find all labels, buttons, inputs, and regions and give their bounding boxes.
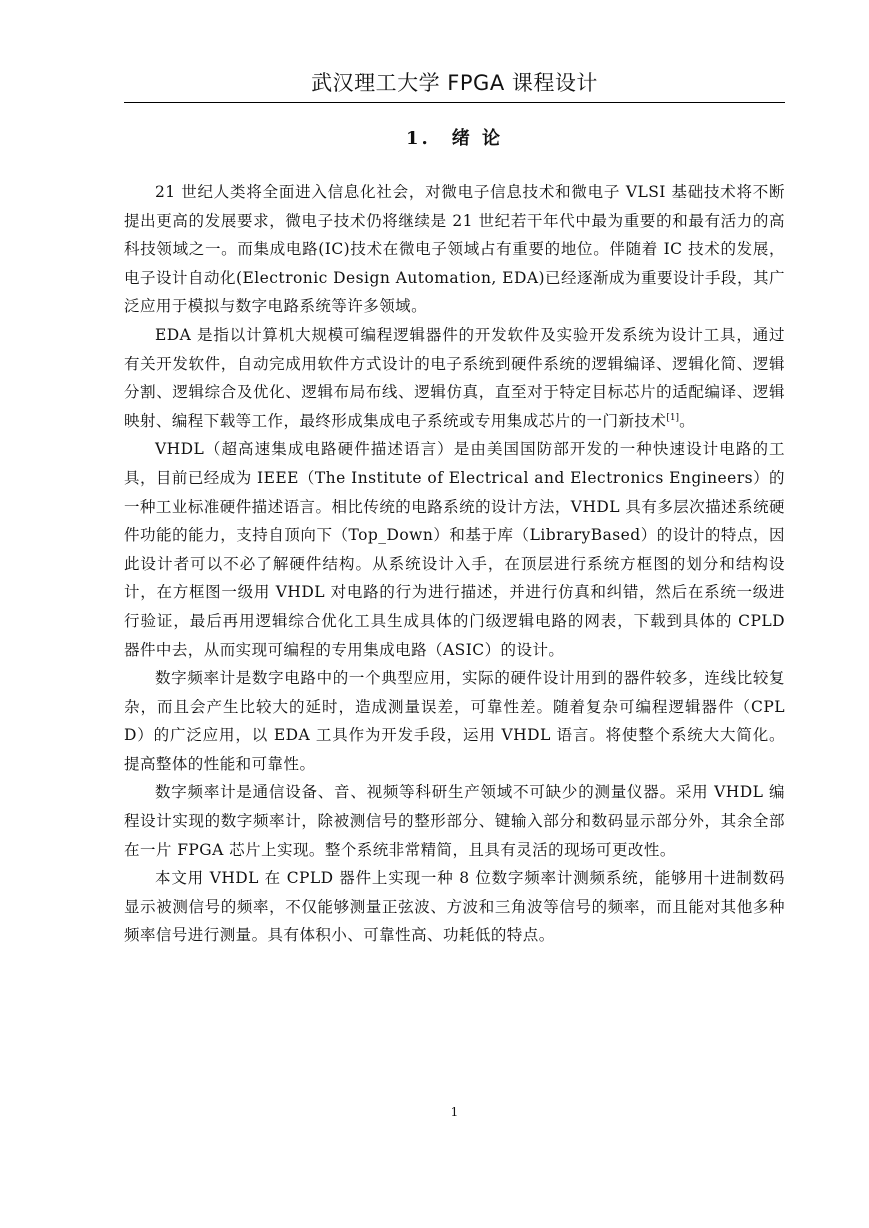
header-divider bbox=[124, 102, 785, 103]
paragraph-text: 数字频率计是数字电路中的一个典型应用，实际的硬件设计用到的器件较多，连线比较复杂，而且会产生比较大的延时，造成测量误差，可靠性差。随着复杂可编程逻辑器件（CPLD）的广泛应用，以 EDA 工具作为开发手段，运用 VHDL 语言。将使整个系统大大简化。提高整体的性能和可靠性。 bbox=[124, 669, 785, 773]
citation-marker: [1] bbox=[666, 412, 680, 423]
paragraph-text: VHDL（超高速集成电路硬件描述语言）是由美国国防部开发的一种快速设计电路的工具，目前已经成为 IEEE（The Institute of Electrical and Electronics Engineers）的一种工业标准硬件描述语言。相比传统的电路系统的设计方法，VHDL 具有多层次描述系统硬件功能的能力，支持自顶向下（Top_Down）和基于库（LibraryBased）的设计的特点，因此设计者可以不必了解硬件结构。从系统设计入手，在顶层进行系统方框图的划分和结构设计，在方框图一级用 VHDL 对电路的行为进行描述，并进行仿真和纠错，然后在系统一级进行验证，最后再用逻辑综合优化工具生成具体的门级逻辑电路的网表，下载到具体的 CPLD 器件中去，从而实现可编程的专用集成电路（ASIC）的设计。 bbox=[124, 440, 785, 659]
page-header-title: 武汉理工大学 FPGA 课程设计 bbox=[311, 71, 598, 95]
paragraph-measurement-instrument bbox=[124, 778, 785, 864]
paragraph-text-tail: 。 bbox=[679, 411, 696, 430]
paragraph-vhdl bbox=[124, 435, 785, 664]
paragraph-text: 数字频率计是通信设备、音、视频等科研生产领域不可缺少的测量仪器。采用 VHDL 编程设计实现的数字频率计，除被测信号的整形部分、键输入部分和数码显示部分外，其余全部在一片 FPGA 芯片上实现。整个系统非常精简，且具有灵活的现场可更改性。 bbox=[124, 783, 785, 859]
paragraph-intro bbox=[124, 178, 785, 321]
paragraph-text: 21 世纪人类将全面进入信息化社会，对微电子信息技术和微电子 VLSI 基础技术将不断提出更高的发展要求，微电子技术仍将继续是 21 世纪若干年代中最为重要的和最有活力的高科技领域之一。而集成电路(IC)技术在微电子领域占有重要的地位。伴随着 IC 技术的发展，电子设计自动化(Electronic Design Automation, EDA)已经逐渐成为重要设计手段，其广泛应用于模拟与数字电路系统等许多领域。 bbox=[124, 183, 785, 316]
paragraph-this-paper bbox=[124, 864, 785, 950]
body-text bbox=[124, 178, 785, 950]
paragraph-eda bbox=[124, 321, 785, 435]
chapter-title: 1. 绪 论 bbox=[405, 128, 504, 149]
paragraph-text: EDA 是指以计算机大规模可编程逻辑器件的开发软件及实验开发系统为设计工具，通过有关开发软件，自动完成用软件方式设计的电子系统到硬件系统的逻辑编译、逻辑化简、逻辑分割、逻辑综合及优化、逻辑布局布线、逻辑仿真，直至对于特定目标芯片的适配编译、逻辑映射、编程下载等工作，最终形成集成电子系统或专用集成芯片的一门新技术 bbox=[124, 325, 785, 430]
page-number: 1 bbox=[450, 1105, 459, 1119]
paragraph-text: 本文用 VHDL 在 CPLD 器件上实现一种 8 位数字频率计测频系统，能够用十进制数码显示被测信号的频率，不仅能够测量正弦波、方波和三角波等信号的频率，而且能对其他多种频率信号进行测量。具有体积小、可靠性高、功耗低的特点。 bbox=[124, 869, 785, 945]
paragraph-frequency-counter bbox=[124, 664, 785, 778]
